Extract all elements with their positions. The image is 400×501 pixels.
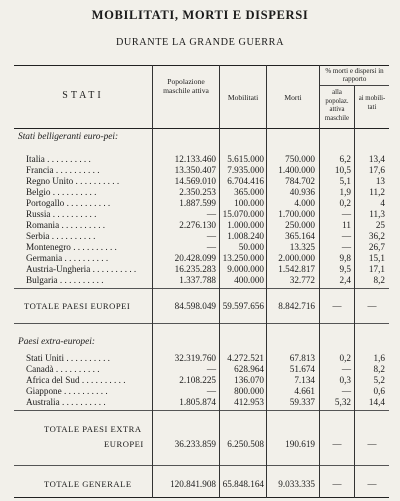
cell-pct-mob: 1,6 xyxy=(373,353,385,363)
cell-pct-mob: 14,4 xyxy=(368,397,385,407)
cell-name: Romania . . . . . . . . . . xyxy=(26,220,106,230)
cell-pop: — xyxy=(206,386,216,396)
column-rule xyxy=(354,85,355,498)
cell-name: Austria-Ungheria . . . . . . . . . . xyxy=(26,264,137,274)
cell-pop: 12.133.460 xyxy=(174,154,216,164)
cell-pct-pop: 9,8 xyxy=(339,253,351,263)
page-subtitle: DURANTE LA GRANDE GUERRA xyxy=(115,37,285,48)
cell-mob: 5.615.000 xyxy=(227,154,264,164)
cell-name: Bulgaria . . . . . . . . . . xyxy=(26,275,104,285)
europe-total-mob: 59.597.656 xyxy=(222,301,264,311)
cell-pct-pop: 6,2 xyxy=(339,154,351,164)
header-percent-mobilitati: ai mobili-tati xyxy=(358,95,386,111)
cell-pct-pop: 5,1 xyxy=(339,176,351,186)
cell-pct-pop: — xyxy=(341,364,351,374)
cell-pct-mob: 25 xyxy=(375,220,385,230)
cell-name: Giappone . . . . . . . . . . xyxy=(26,386,108,396)
cell-pop: 2.350.253 xyxy=(179,187,216,197)
cell-mob: 400.000 xyxy=(234,275,264,285)
cell-pop: 32.319.760 xyxy=(174,353,216,363)
europe-total-bottom-rule xyxy=(14,323,389,324)
cell-pop: 14.569.010 xyxy=(174,176,216,186)
cell-morti: 51.674 xyxy=(289,364,315,374)
cell-name: Regno Unito . . . . . . . . . . xyxy=(26,176,120,186)
cell-pct-pop: 9,5 xyxy=(339,264,351,274)
general-total-mob: 65.848.164 xyxy=(222,479,264,489)
cell-pop: — xyxy=(206,209,216,219)
cell-mob: 50.000 xyxy=(238,242,264,252)
cell-pop: 1.887.599 xyxy=(179,198,216,208)
cell-mob: 412.953 xyxy=(234,397,264,407)
percent-subheader-rule xyxy=(320,85,389,86)
extra-group-label: Paesi extra-europei: xyxy=(18,337,95,347)
extra-total-top-rule xyxy=(14,410,389,411)
cell-pct-mob: 17,6 xyxy=(368,165,385,175)
general-total-pct-pop: — xyxy=(332,479,342,489)
europe-total-label: TOTALE PAESI EUROPEI xyxy=(24,301,131,311)
table-top-rule xyxy=(14,65,389,66)
cell-pct-mob: 36,2 xyxy=(368,231,385,241)
cell-pct-pop: 0,2 xyxy=(339,353,351,363)
cell-pct-mob: 15,1 xyxy=(368,253,385,263)
cell-morti: 365.164 xyxy=(285,231,315,241)
cell-pct-mob: 17,1 xyxy=(368,264,385,274)
cell-morti: 67.813 xyxy=(289,353,315,363)
extra-total-label-line2: EUROPEI xyxy=(104,439,144,449)
cell-morti: 32.772 xyxy=(289,275,315,285)
europe-total-pct-pop: — xyxy=(332,301,342,311)
cell-morti: 4.000 xyxy=(294,198,315,208)
cell-morti: 1.542.817 xyxy=(278,264,315,274)
europe-group-label: Stati belligeranti euro-pei: xyxy=(18,132,119,142)
cell-mob: 1.000.000 xyxy=(227,220,264,230)
cell-pop: — xyxy=(206,242,216,252)
header-percent-popolazione: alla popolaz. attiva maschile xyxy=(324,89,350,122)
cell-mob: 6.704.416 xyxy=(227,176,264,186)
cell-mob: 13.250.000 xyxy=(222,253,264,263)
cell-name: Australia . . . . . . . . . . xyxy=(26,397,106,407)
cell-pct-pop: 1,9 xyxy=(339,187,351,197)
cell-name: Serbia . . . . . . . . . . xyxy=(26,231,96,241)
cell-pct-pop: 5,32 xyxy=(334,397,351,407)
cell-name: Francia . . . . . . . . . . xyxy=(26,165,100,175)
cell-name: Belgio . . . . . . . . . . xyxy=(26,187,97,197)
cell-pop: 2.276.130 xyxy=(179,220,216,230)
cell-mob: 136.070 xyxy=(234,375,264,385)
cell-pct-mob: 13 xyxy=(375,176,385,186)
cell-mob: 1.008.240 xyxy=(227,231,264,241)
header-mobilitati: Mobilitati xyxy=(227,93,259,102)
cell-name: Germania . . . . . . . . . . xyxy=(26,253,109,263)
statistics-table xyxy=(14,65,389,498)
header-stati: STATI xyxy=(62,90,104,101)
page-title: MOBILITATI, MORTI E DISPERSI xyxy=(91,8,309,22)
cell-pct-mob: 0,6 xyxy=(373,386,385,396)
extra-total-pct-pop: — xyxy=(332,439,342,449)
column-rule xyxy=(152,65,153,498)
europe-total-top-rule xyxy=(14,288,389,289)
extra-total-bottom-rule xyxy=(14,465,389,466)
cell-morti: 784.702 xyxy=(285,176,315,186)
cell-name: Russia . . . . . . . . . . xyxy=(26,209,97,219)
cell-pct-pop: — xyxy=(341,231,351,241)
cell-pop: — xyxy=(206,364,216,374)
extra-total-label-line1: TOTALE PAESI EXTRA xyxy=(44,424,142,434)
europe-total-pct-mob: — xyxy=(367,301,377,311)
cell-mob: 4.272.521 xyxy=(227,353,264,363)
cell-pop: 2.108.225 xyxy=(179,375,216,385)
cell-morti: 750.000 xyxy=(285,154,315,164)
cell-pop: 1.805.874 xyxy=(179,397,216,407)
cell-morti: 1.700.000 xyxy=(278,209,315,219)
cell-pct-pop: 0,3 xyxy=(339,375,351,385)
cell-name: Canadà . . . . . . . . . . xyxy=(26,364,100,374)
cell-pop: — xyxy=(206,231,216,241)
cell-name: Italia . . . . . . . . . . xyxy=(26,154,91,164)
extra-total-mob: 6.250.508 xyxy=(227,439,264,449)
cell-morti: 13.325 xyxy=(289,242,315,252)
extra-total-pop: 36.233.859 xyxy=(174,439,216,449)
cell-pct-mob: 8,2 xyxy=(373,364,385,374)
cell-mob: 9.000.000 xyxy=(227,264,264,274)
cell-pct-pop: 2,4 xyxy=(339,275,351,285)
cell-pct-pop: 11 xyxy=(342,220,351,230)
cell-mob: 628.964 xyxy=(234,364,264,374)
cell-pct-pop: — xyxy=(341,242,351,252)
cell-pct-mob: 4 xyxy=(380,198,385,208)
cell-pop: 1.337.788 xyxy=(179,275,216,285)
cell-pct-mob: 5,2 xyxy=(373,375,385,385)
cell-pct-pop: — xyxy=(341,386,351,396)
general-total-label: TOTALE GENERALE xyxy=(44,479,132,489)
general-total-pct-mob: — xyxy=(367,479,377,489)
cell-mob: 7.935.000 xyxy=(227,165,264,175)
cell-morti: 59.337 xyxy=(289,397,315,407)
cell-pct-mob: 11,2 xyxy=(369,187,385,197)
europe-total-morti: 8.842.716 xyxy=(278,301,315,311)
cell-pct-mob: 8,2 xyxy=(373,275,385,285)
cell-name: Portogallo . . . . . . . . . . xyxy=(26,198,111,208)
cell-pct-pop: 0,2 xyxy=(339,198,351,208)
cell-pop: 13.350.407 xyxy=(174,165,216,175)
header-bottom-rule xyxy=(14,128,389,129)
cell-pct-pop: 10,5 xyxy=(334,165,351,175)
general-total-morti: 9.033.335 xyxy=(278,479,315,489)
cell-name: Montenegro . . . . . . . . . . xyxy=(26,242,117,252)
cell-pop: 20.428.099 xyxy=(174,253,216,263)
cell-pct-mob: 13,4 xyxy=(368,154,385,164)
extra-total-morti: 190.619 xyxy=(285,439,315,449)
europe-total-pop: 84.598.049 xyxy=(174,301,216,311)
general-total-pop: 120.841.908 xyxy=(170,479,216,489)
cell-mob: 100.000 xyxy=(234,198,264,208)
cell-mob: 15.070.000 xyxy=(222,209,264,219)
cell-morti: 40.936 xyxy=(289,187,315,197)
cell-pct-mob: 11,3 xyxy=(369,209,385,219)
cell-morti: 4.661 xyxy=(294,386,315,396)
cell-morti: 2.000.000 xyxy=(278,253,315,263)
header-morti: Morti xyxy=(284,93,302,102)
table-bottom-rule xyxy=(14,497,389,498)
cell-morti: 1.400.000 xyxy=(278,165,315,175)
cell-pop: 16.235.283 xyxy=(174,264,216,274)
cell-name: Africa del Sud . . . . . . . . . . xyxy=(26,375,126,385)
cell-name: Stati Uniti . . . . . . . . . . xyxy=(26,353,110,363)
cell-morti: 250.000 xyxy=(285,220,315,230)
header-percent-group: % morti e dispersi in rapporto xyxy=(325,67,384,83)
cell-mob: 365.000 xyxy=(234,187,264,197)
extra-total-pct-mob: — xyxy=(367,439,377,449)
cell-pct-mob: 26,7 xyxy=(368,242,385,252)
cell-pct-pop: — xyxy=(341,209,351,219)
header-popolazione: Popolazione maschile attiva xyxy=(163,77,209,96)
cell-morti: 7.134 xyxy=(294,375,315,385)
cell-mob: 800.000 xyxy=(234,386,264,396)
